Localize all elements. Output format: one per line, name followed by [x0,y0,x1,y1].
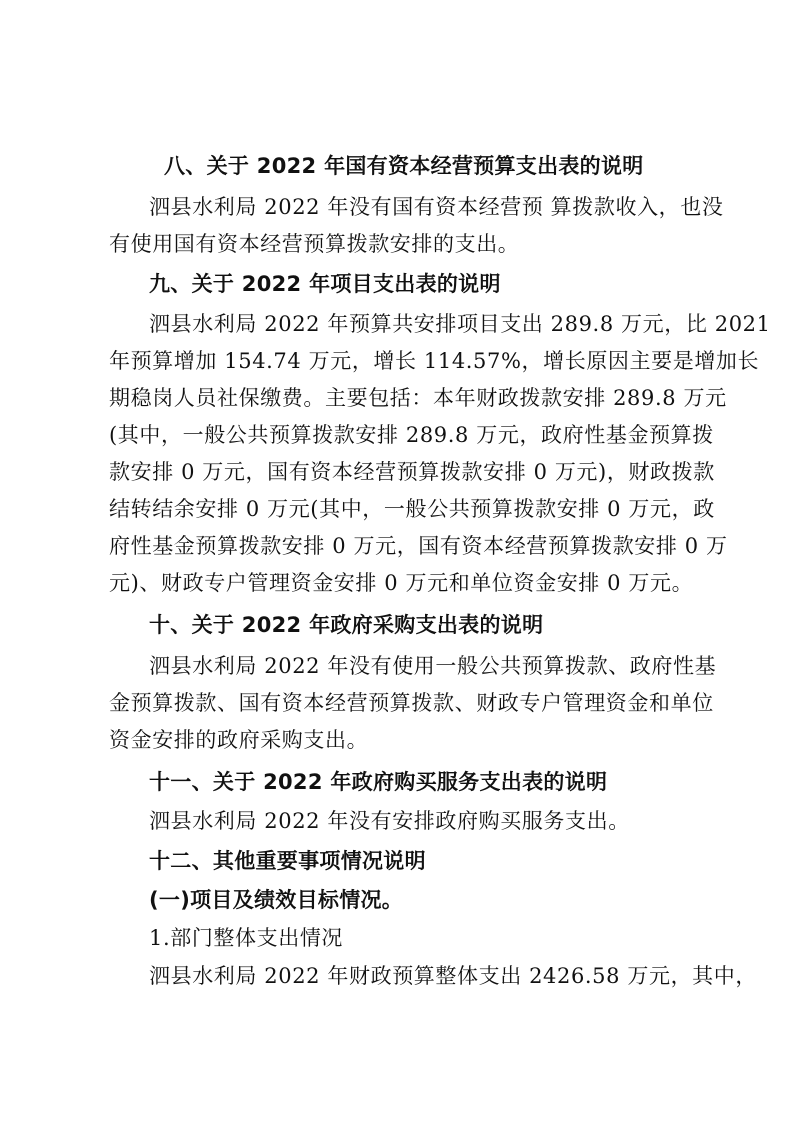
section-9-paragraph-line: 泗县水利局 2022 年预算共安排项目支出 289.8 万元，比 2021 [149,312,771,336]
section-9-paragraph-line: 结转结余安排 0 万元(其中，一般公共预算拨款安排 0 万元，政 [109,497,715,521]
section-12-heading: 十二、其他重要事项情况说明 [149,849,426,873]
section-9-paragraph-line: 元)、财政专户管理资金安排 0 万元和单位资金安排 0 万元。 [109,571,694,595]
section-11-heading: 十一、关于 2022 年政府购买服务支出表的说明 [149,770,608,794]
section-12-item-title: 1.部门整体支出情况 [149,926,344,950]
section-10-heading: 十、关于 2022 年政府采购支出表的说明 [149,613,544,637]
section-11-paragraph-line: 泗县水利局 2022 年没有安排政府购买服务支出。 [149,809,630,833]
section-12-subheading: (一)项目及绩效目标情况。 [149,888,404,912]
section-8-paragraph-line: 泗县水利局 2022 年没有国有资本经营预 算拨款收入，也没 [149,195,724,219]
section-8-paragraph-line: 有使用国有资本经营预算拨款安排的支出。 [109,232,520,256]
section-8-heading: 八、关于 2022 年国有资本经营预算支出表的说明 [164,154,644,178]
section-10-paragraph-line: 金预算拨款、国有资本经营预算拨款、财政专户管理资金和单位 [109,691,714,715]
section-12-paragraph-line: 泗县水利局 2022 年财政预算整体支出 2426.58 万元，其中， [149,964,757,988]
section-10-paragraph-line: 资金安排的政府采购支出。 [109,728,369,752]
section-9-paragraph-line: 款安排 0 万元，国有资本经营预算拨款安排 0 万元)，财政拨款 [109,460,715,484]
section-9-paragraph-line: (其中，一般公共预算拨款安排 289.8 万元，政府性基金预算拨 [109,423,714,447]
section-9-paragraph-line: 期稳岗人员社保缴费。主要包括：本年财政拨款安排 289.8 万元 [109,386,727,410]
section-9-paragraph-line: 年预算增加 154.74 万元，增长 114.57%，增长原因主要是增加长 [109,349,760,373]
section-9-heading: 九、关于 2022 年项目支出表的说明 [149,272,501,296]
section-9-paragraph-line: 府性基金预算拨款安排 0 万元，国有资本经营预算拨款安排 0 万 [109,534,728,558]
section-10-paragraph-line: 泗县水利局 2022 年没有使用一般公共预算拨款、政府性基 [149,654,717,678]
